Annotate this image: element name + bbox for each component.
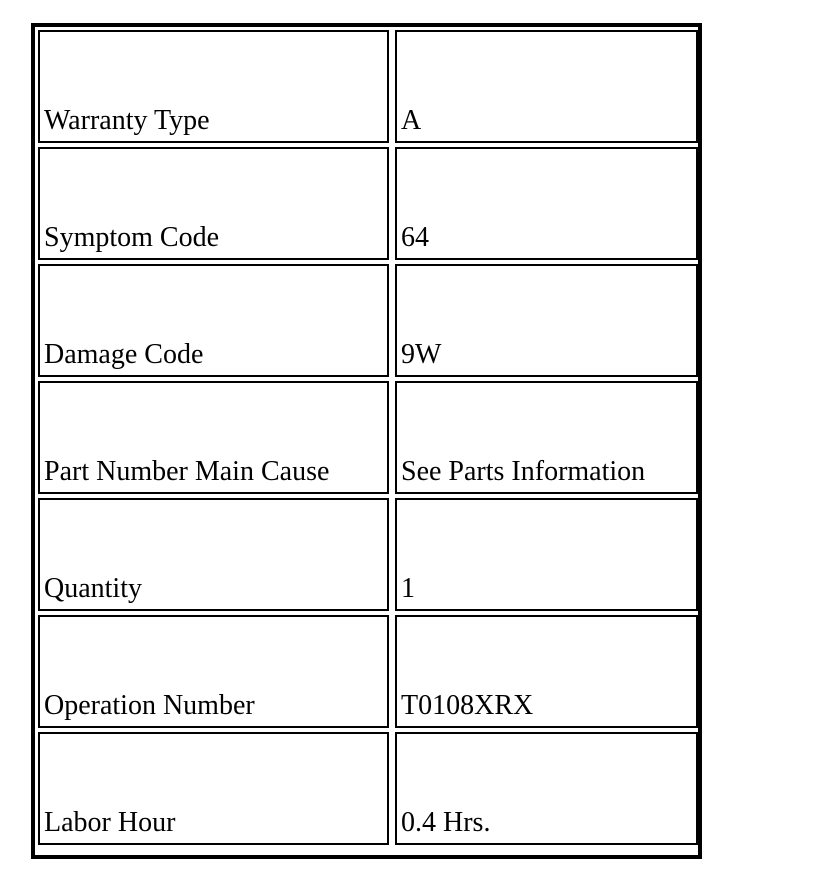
row-value-symptom-code: 64 <box>395 147 698 260</box>
warranty-table <box>31 23 702 859</box>
warranty-table-grid <box>38 30 694 851</box>
row-label-damage-code: Damage Code <box>38 264 389 377</box>
row-value-operation-number: T0108XRX <box>395 615 698 728</box>
row-value-damage-code: 9W <box>395 264 698 377</box>
row-label-quantity: Quantity <box>38 498 389 611</box>
row-value-warranty-type: A <box>395 30 698 143</box>
row-value-labor-hour: 0.4 Hrs. <box>395 732 698 845</box>
row-label-labor-hour: Labor Hour <box>38 732 389 845</box>
row-label-warranty-type: Warranty Type <box>38 30 389 143</box>
row-label-part-number-main-cause: Part Number Main Cause <box>38 381 389 494</box>
row-value-part-number-main-cause: See Parts Information <box>395 381 698 494</box>
row-label-symptom-code: Symptom Code <box>38 147 389 260</box>
row-label-operation-number: Operation Number <box>38 615 389 728</box>
row-value-quantity: 1 <box>395 498 698 611</box>
